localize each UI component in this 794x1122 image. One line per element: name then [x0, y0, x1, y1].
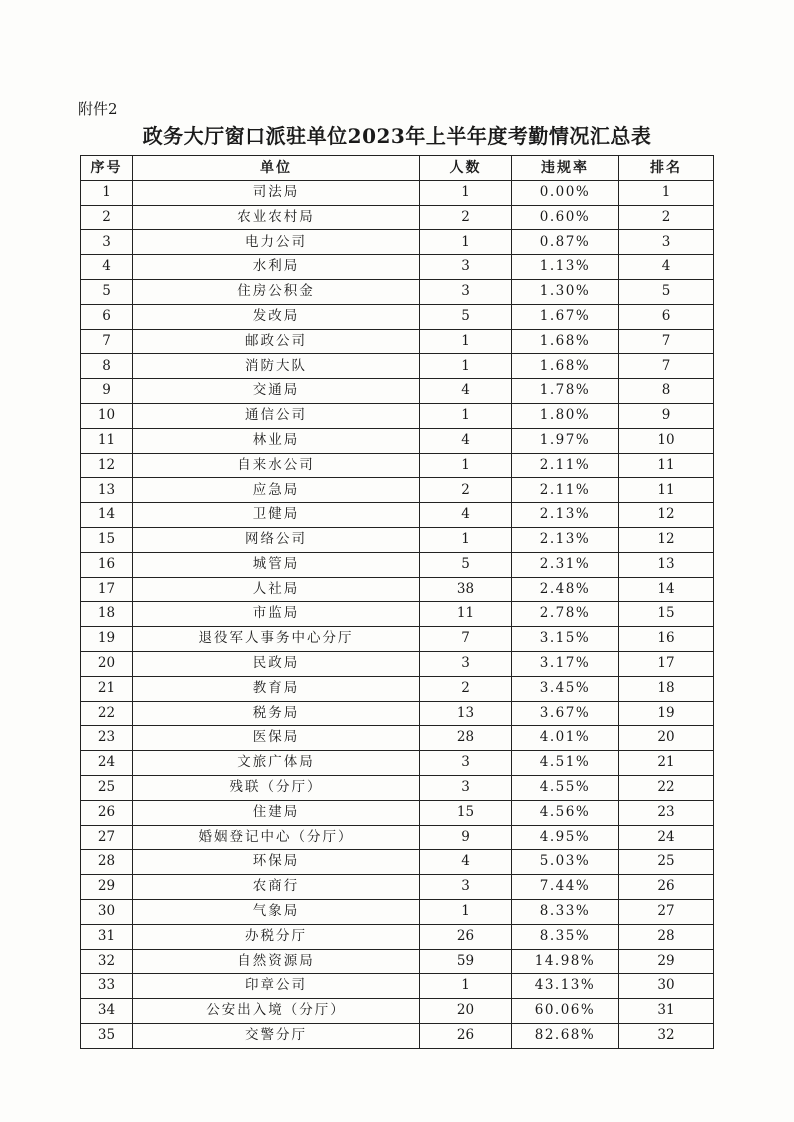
cell-index: 13 [81, 478, 133, 503]
cell-violation-rate: 2.11% [512, 478, 619, 503]
cell-violation-rate: 60.06% [512, 999, 619, 1024]
header-rank: 排名 [619, 156, 714, 181]
cell-index: 5 [81, 279, 133, 304]
table-row [81, 726, 714, 751]
cell-rank: 17 [619, 651, 714, 676]
table-row [81, 428, 714, 453]
cell-headcount: 1 [420, 230, 512, 255]
table-row [81, 503, 714, 528]
table-row [81, 899, 714, 924]
table-row [81, 751, 714, 776]
document-title: 政务大厅窗口派驻单位2023年上半年度考勤情况汇总表 [142, 124, 652, 148]
cell-unit: 电力公司 [133, 230, 420, 255]
cell-rank: 6 [619, 304, 714, 329]
cell-headcount: 13 [420, 701, 512, 726]
cell-unit: 自然资源局 [133, 949, 420, 974]
cell-rank: 28 [619, 924, 714, 949]
cell-rank: 1 [619, 180, 714, 205]
cell-headcount: 28 [420, 726, 512, 751]
table-row [81, 304, 714, 329]
cell-index: 34 [81, 999, 133, 1024]
cell-index: 3 [81, 230, 133, 255]
table-row [81, 974, 714, 999]
cell-unit: 税务局 [133, 701, 420, 726]
cell-rank: 18 [619, 676, 714, 701]
cell-index: 23 [81, 726, 133, 751]
table-row [81, 255, 714, 280]
cell-rank: 12 [619, 503, 714, 528]
table-row [81, 651, 714, 676]
cell-headcount: 4 [420, 850, 512, 875]
table-row [81, 924, 714, 949]
cell-headcount: 1 [420, 527, 512, 552]
table-row [81, 552, 714, 577]
cell-unit: 交通局 [133, 379, 420, 404]
cell-headcount: 3 [420, 651, 512, 676]
cell-unit: 城管局 [133, 552, 420, 577]
table-row [81, 800, 714, 825]
cell-rank: 24 [619, 825, 714, 850]
cell-index: 8 [81, 354, 133, 379]
cell-violation-rate: 1.68% [512, 329, 619, 354]
cell-unit: 住房公积金 [133, 279, 420, 304]
table-body [81, 180, 714, 1048]
cell-rank: 25 [619, 850, 714, 875]
cell-headcount: 7 [420, 627, 512, 652]
cell-headcount: 1 [420, 180, 512, 205]
cell-headcount: 3 [420, 775, 512, 800]
cell-unit: 印章公司 [133, 974, 420, 999]
cell-violation-rate: 0.87% [512, 230, 619, 255]
cell-headcount: 1 [420, 329, 512, 354]
cell-rank: 22 [619, 775, 714, 800]
cell-violation-rate: 1.67% [512, 304, 619, 329]
cell-violation-rate: 3.45% [512, 676, 619, 701]
cell-unit: 婚姻登记中心（分厅） [133, 825, 420, 850]
cell-index: 4 [81, 255, 133, 280]
cell-index: 25 [81, 775, 133, 800]
cell-violation-rate: 7.44% [512, 875, 619, 900]
cell-unit: 残联（分厅） [133, 775, 420, 800]
table-row [81, 949, 714, 974]
table-row [81, 676, 714, 701]
attachment-label: 附件2 [78, 100, 118, 118]
cell-headcount: 3 [420, 255, 512, 280]
cell-unit: 人社局 [133, 577, 420, 602]
cell-index: 6 [81, 304, 133, 329]
cell-violation-rate: 2.78% [512, 602, 619, 627]
cell-rank: 15 [619, 602, 714, 627]
cell-unit: 水利局 [133, 255, 420, 280]
cell-index: 20 [81, 651, 133, 676]
table-row [81, 230, 714, 255]
cell-rank: 14 [619, 577, 714, 602]
cell-headcount: 3 [420, 751, 512, 776]
table-row [81, 602, 714, 627]
table-row [81, 701, 714, 726]
cell-headcount: 3 [420, 279, 512, 304]
attendance-table [80, 155, 714, 1049]
cell-index: 26 [81, 800, 133, 825]
cell-violation-rate: 2.11% [512, 453, 619, 478]
cell-index: 12 [81, 453, 133, 478]
cell-headcount: 2 [420, 205, 512, 230]
cell-index: 7 [81, 329, 133, 354]
cell-violation-rate: 3.67% [512, 701, 619, 726]
header-index: 序号 [81, 156, 133, 181]
cell-violation-rate: 0.00% [512, 180, 619, 205]
cell-rank: 11 [619, 478, 714, 503]
cell-unit: 卫健局 [133, 503, 420, 528]
cell-violation-rate: 8.35% [512, 924, 619, 949]
cell-unit: 民政局 [133, 651, 420, 676]
cell-rank: 2 [619, 205, 714, 230]
cell-violation-rate: 1.78% [512, 379, 619, 404]
cell-index: 30 [81, 899, 133, 924]
cell-index: 17 [81, 577, 133, 602]
cell-violation-rate: 2.13% [512, 527, 619, 552]
cell-headcount: 4 [420, 428, 512, 453]
cell-rank: 19 [619, 701, 714, 726]
cell-headcount: 1 [420, 974, 512, 999]
cell-rank: 10 [619, 428, 714, 453]
cell-rank: 20 [619, 726, 714, 751]
table-row [81, 379, 714, 404]
cell-rank: 29 [619, 949, 714, 974]
cell-unit: 退役军人事务中心分厅 [133, 627, 420, 652]
table-row [81, 403, 714, 428]
cell-unit: 教育局 [133, 676, 420, 701]
cell-index: 14 [81, 503, 133, 528]
cell-violation-rate: 1.80% [512, 403, 619, 428]
table-row [81, 329, 714, 354]
cell-headcount: 4 [420, 379, 512, 404]
cell-index: 31 [81, 924, 133, 949]
cell-headcount: 38 [420, 577, 512, 602]
cell-violation-rate: 8.33% [512, 899, 619, 924]
cell-violation-rate: 4.55% [512, 775, 619, 800]
cell-violation-rate: 3.17% [512, 651, 619, 676]
cell-index: 10 [81, 403, 133, 428]
cell-unit: 林业局 [133, 428, 420, 453]
cell-rank: 7 [619, 354, 714, 379]
cell-violation-rate: 2.31% [512, 552, 619, 577]
table-row [81, 478, 714, 503]
cell-headcount: 1 [420, 453, 512, 478]
cell-unit: 应急局 [133, 478, 420, 503]
cell-rank: 9 [619, 403, 714, 428]
cell-violation-rate: 2.48% [512, 577, 619, 602]
table-row [81, 775, 714, 800]
cell-violation-rate: 1.30% [512, 279, 619, 304]
cell-rank: 3 [619, 230, 714, 255]
cell-headcount: 26 [420, 1023, 512, 1048]
cell-headcount: 20 [420, 999, 512, 1024]
cell-violation-rate: 4.51% [512, 751, 619, 776]
cell-rank: 27 [619, 899, 714, 924]
cell-index: 18 [81, 602, 133, 627]
cell-headcount: 1 [420, 899, 512, 924]
cell-index: 29 [81, 875, 133, 900]
cell-violation-rate: 3.15% [512, 627, 619, 652]
cell-headcount: 5 [420, 552, 512, 577]
cell-index: 15 [81, 527, 133, 552]
cell-index: 24 [81, 751, 133, 776]
cell-rank: 23 [619, 800, 714, 825]
cell-headcount: 9 [420, 825, 512, 850]
cell-headcount: 1 [420, 403, 512, 428]
cell-index: 21 [81, 676, 133, 701]
cell-violation-rate: 0.60% [512, 205, 619, 230]
cell-violation-rate: 82.68% [512, 1023, 619, 1048]
cell-violation-rate: 4.01% [512, 726, 619, 751]
cell-unit: 公安出入境（分厅） [133, 999, 420, 1024]
cell-headcount: 26 [420, 924, 512, 949]
cell-unit: 市监局 [133, 602, 420, 627]
cell-unit: 发改局 [133, 304, 420, 329]
cell-unit: 通信公司 [133, 403, 420, 428]
table-row [81, 1023, 714, 1048]
cell-index: 1 [81, 180, 133, 205]
cell-rank: 21 [619, 751, 714, 776]
cell-index: 28 [81, 850, 133, 875]
table-row [81, 825, 714, 850]
cell-headcount: 1 [420, 354, 512, 379]
cell-violation-rate: 4.56% [512, 800, 619, 825]
cell-index: 9 [81, 379, 133, 404]
cell-violation-rate: 1.13% [512, 255, 619, 280]
cell-violation-rate: 14.98% [512, 949, 619, 974]
table-row [81, 850, 714, 875]
header-unit: 单位 [133, 156, 420, 181]
cell-violation-rate: 1.97% [512, 428, 619, 453]
cell-violation-rate: 1.68% [512, 354, 619, 379]
cell-unit: 网络公司 [133, 527, 420, 552]
table-row [81, 205, 714, 230]
cell-unit: 邮政公司 [133, 329, 420, 354]
cell-rank: 8 [619, 379, 714, 404]
cell-unit: 自来水公司 [133, 453, 420, 478]
cell-index: 35 [81, 1023, 133, 1048]
cell-rank: 7 [619, 329, 714, 354]
table-row [81, 453, 714, 478]
cell-index: 27 [81, 825, 133, 850]
cell-index: 16 [81, 552, 133, 577]
table-row [81, 180, 714, 205]
cell-rank: 4 [619, 255, 714, 280]
cell-rank: 30 [619, 974, 714, 999]
table-row [81, 354, 714, 379]
cell-rank: 16 [619, 627, 714, 652]
cell-headcount: 2 [420, 676, 512, 701]
cell-unit: 农业农村局 [133, 205, 420, 230]
cell-unit: 医保局 [133, 726, 420, 751]
table-row [81, 279, 714, 304]
cell-headcount: 59 [420, 949, 512, 974]
table-row [81, 999, 714, 1024]
cell-rank: 5 [619, 279, 714, 304]
cell-rank: 11 [619, 453, 714, 478]
cell-headcount: 4 [420, 503, 512, 528]
cell-unit: 交警分厅 [133, 1023, 420, 1048]
cell-rank: 31 [619, 999, 714, 1024]
cell-unit: 环保局 [133, 850, 420, 875]
cell-headcount: 15 [420, 800, 512, 825]
cell-rank: 13 [619, 552, 714, 577]
table-header-row [81, 156, 714, 181]
cell-headcount: 11 [420, 602, 512, 627]
cell-index: 32 [81, 949, 133, 974]
cell-rank: 26 [619, 875, 714, 900]
header-violation-rate: 违规率 [512, 156, 619, 181]
cell-index: 33 [81, 974, 133, 999]
cell-violation-rate: 2.13% [512, 503, 619, 528]
cell-headcount: 5 [420, 304, 512, 329]
cell-unit: 办税分厅 [133, 924, 420, 949]
table-row [81, 577, 714, 602]
header-headcount: 人数 [420, 156, 512, 181]
cell-unit: 农商行 [133, 875, 420, 900]
table-row [81, 627, 714, 652]
cell-unit: 住建局 [133, 800, 420, 825]
cell-rank: 32 [619, 1023, 714, 1048]
cell-unit: 司法局 [133, 180, 420, 205]
cell-rank: 12 [619, 527, 714, 552]
table-row [81, 875, 714, 900]
cell-unit: 气象局 [133, 899, 420, 924]
cell-headcount: 3 [420, 875, 512, 900]
cell-index: 2 [81, 205, 133, 230]
cell-violation-rate: 5.03% [512, 850, 619, 875]
cell-index: 11 [81, 428, 133, 453]
cell-index: 22 [81, 701, 133, 726]
cell-index: 19 [81, 627, 133, 652]
table-row [81, 527, 714, 552]
cell-unit: 文旅广体局 [133, 751, 420, 776]
cell-headcount: 2 [420, 478, 512, 503]
cell-violation-rate: 4.95% [512, 825, 619, 850]
cell-violation-rate: 43.13% [512, 974, 619, 999]
cell-unit: 消防大队 [133, 354, 420, 379]
